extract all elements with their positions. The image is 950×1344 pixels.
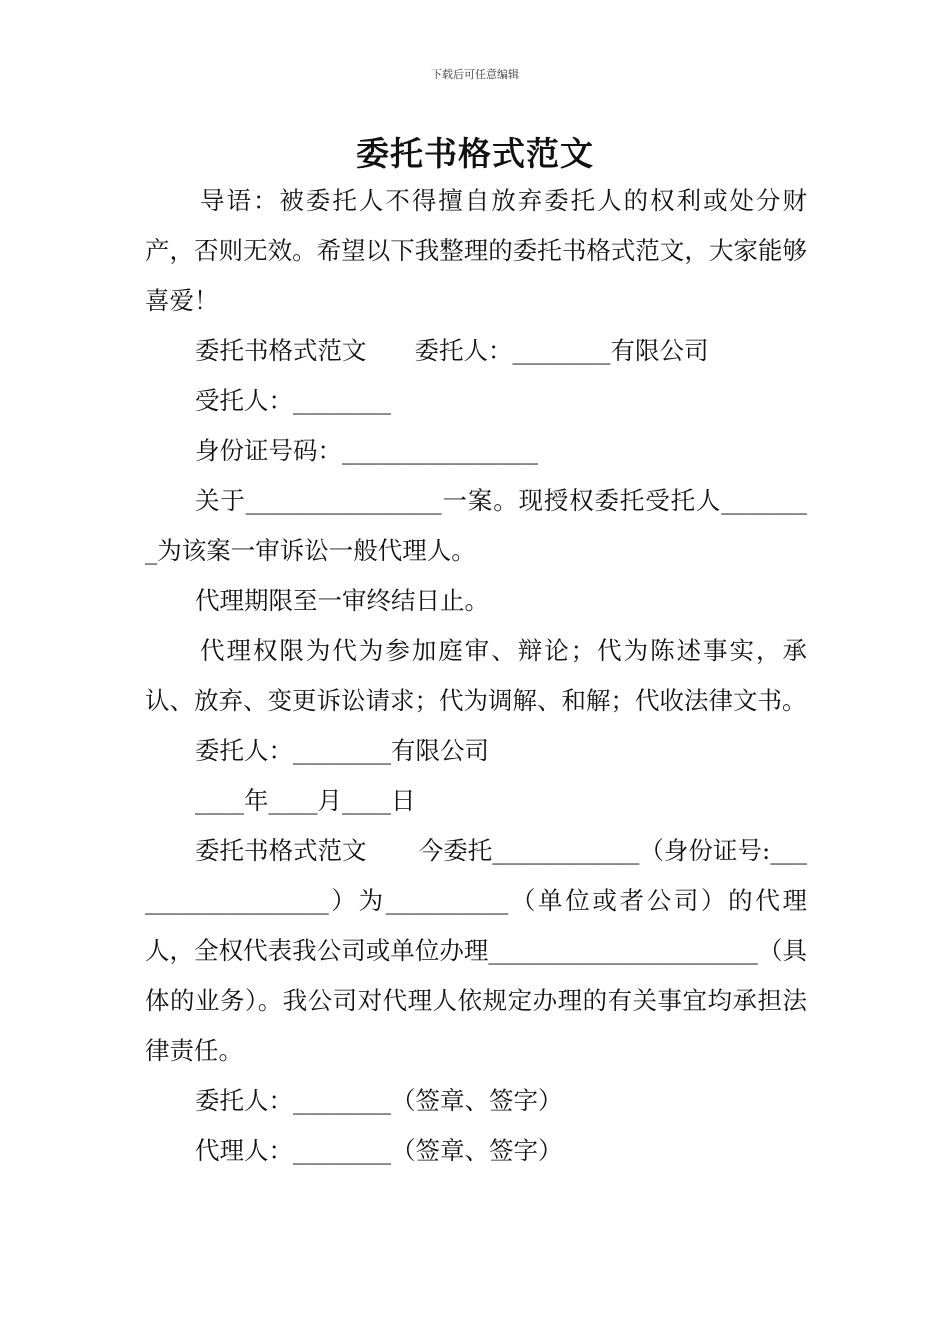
form1-id-line: 身份证号码：________________	[195, 436, 538, 465]
form1-agent-line: 受托人：________	[195, 386, 391, 415]
form1-heading: 委托书格式范文	[195, 336, 367, 365]
form2-client-line: 委托人：________（签章、签字）	[195, 1086, 563, 1115]
form1-date-line: ____年____月____日	[195, 786, 416, 815]
document-title: 委托书格式范文	[356, 134, 594, 173]
form1-sign-line: 委托人：________有限公司	[195, 736, 489, 765]
form2-heading: 委托书格式范文	[195, 836, 367, 865]
form1-case-paragraph: 关于________________一案。现授权委托受托人________为该案一审诉讼一般代理人。	[145, 486, 807, 565]
form2-body: 今委托____________（身份证号:__________________）为__________（单位或者公司）的代理人，全权代表我公司或单位办理______________________（具体的业务）。我公司对代理人依规定办理的有关事宜均承担法律责任。	[145, 836, 807, 1065]
form2-agent-line: 代理人：________（签章、签字）	[195, 1136, 563, 1165]
document-body	[145, 176, 807, 1176]
form2-paragraph	[145, 826, 807, 1076]
header-note: 下载后可任意编辑	[431, 68, 519, 81]
form1-client-line: 委托人：________有限公司	[414, 336, 709, 365]
intro-paragraph: 导语：被委托人不得擅自放弃委托人的权利或处分财产，否则无效。希望以下我整理的委托书格式范文，大家能够喜爱！	[145, 186, 807, 315]
form1-period-line: 代理期限至一审终结日止。	[195, 586, 489, 615]
form1-scope-paragraph: 代理权限为代为参加庭审、辩论；代为陈述事实，承认、放弃、变更诉讼请求；代为调解、和解；代收法律文书。	[145, 636, 807, 715]
form1-header-line	[145, 326, 807, 376]
